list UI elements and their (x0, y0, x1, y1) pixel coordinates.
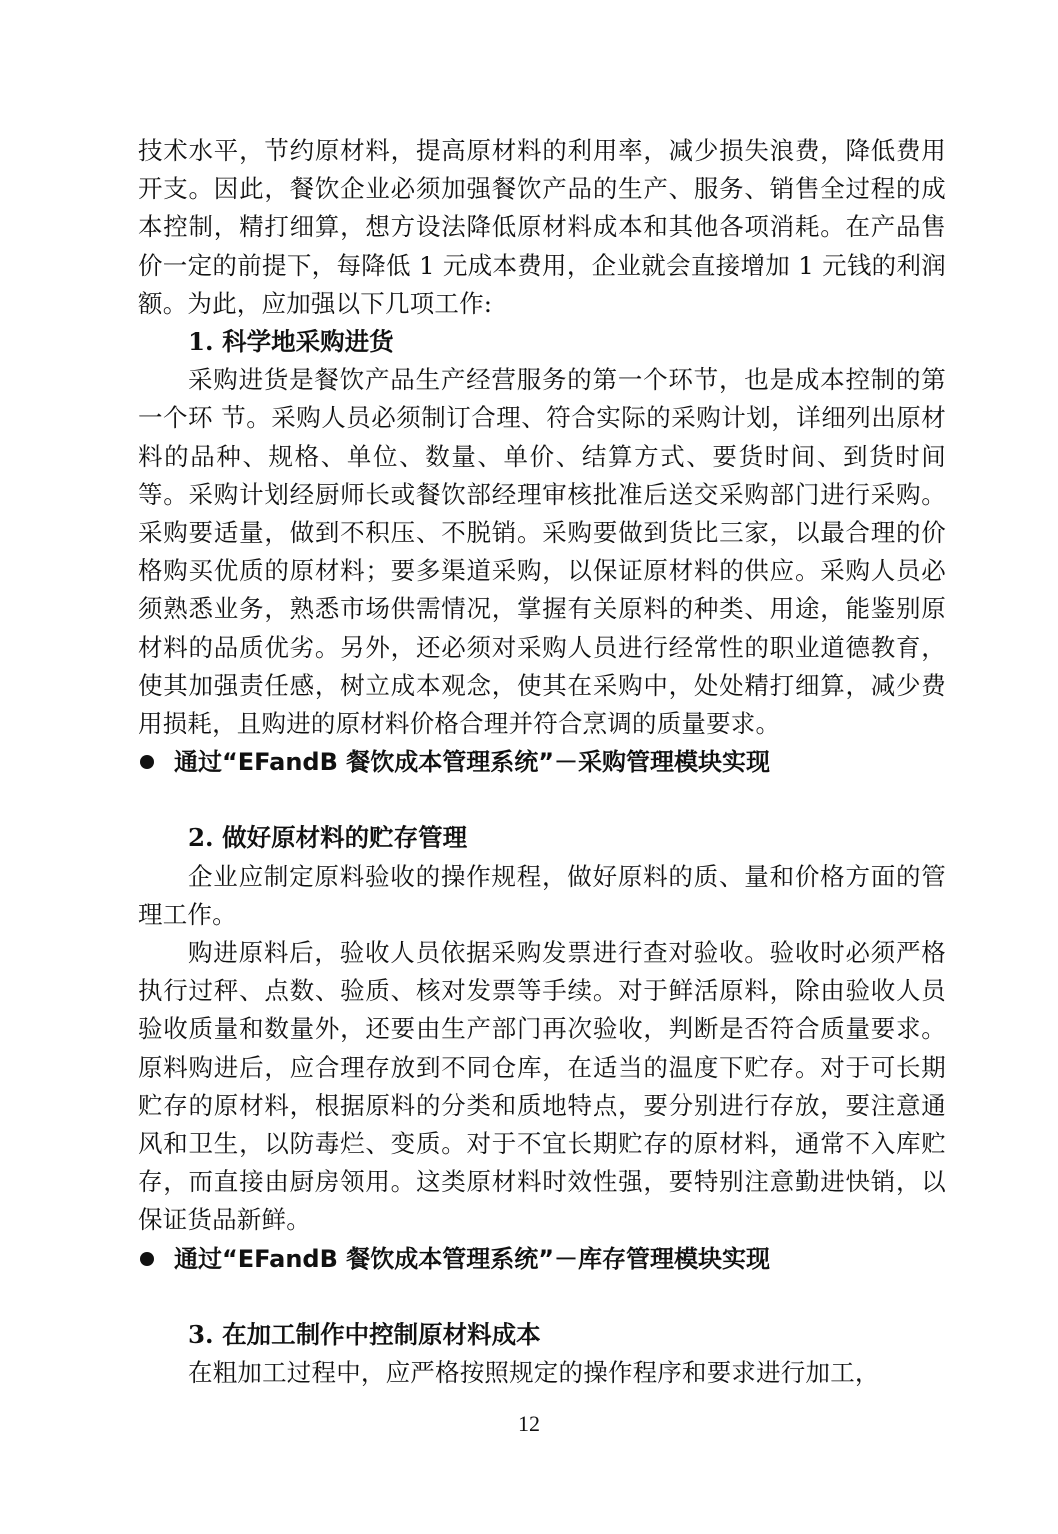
bullet-inventory-module (138, 1240, 946, 1278)
section-heading-processing: 3. 在加工制作中控制原材料成本 (188, 1319, 541, 1349)
paragraph-storage-rules: 企业应制定原料验收的操作规程，做好原料的质、量和价格方面的管理工作。 (138, 861, 946, 929)
bullet-purchasing-module (138, 743, 946, 781)
bullet-text: 通过“EFandB 餐饮成本管理系统”－采购管理模块实现 (174, 748, 771, 777)
spacer (138, 1278, 946, 1316)
bullet-dot-icon (140, 1252, 154, 1266)
section-heading-purchasing: 1. 科学地采购进货 (188, 327, 394, 357)
paragraph-storage-inspection: 购进原料后，验收人员依据采购发票进行查对验收。验收时必须严格执行过秤、点数、验质、核对发票等手续。对于鲜活原料，除由验收人员验收质量和数量外，还要由生产部门再次验收，判断是否符合质量要求。原料购进后，应合理存放到不同仓库，在适当的温度下贮存。对于可长期贮存的原材料，根据原料的分类和质地特点，要分别进行存放，要注意通风和卫生，以防毒烂、变质。对于不宜长期贮存的原材料，通常不入库贮存，而直接由厨房领用。这类原材料时效性强，要特别注意勤进快销，以保证货品新鲜。 (138, 938, 946, 1235)
spacer (138, 781, 946, 819)
section-heading-storage: 2. 做好原材料的贮存管理 (188, 823, 468, 853)
paragraph-cost-control-intro: 技术水平，节约原材料，提高原材料的利用率，减少损失浪费，降低费用开支。因此，餐饮企业必须加强餐饮产品的生产、服务、销售全过程的成本控制，精打细算，想方设法降低原材料成本和其他各项消耗。在产品售价一定的前提下，每降低 1 元成本费用，企业就会直接增加 1 元钱的利润额。为此，应加强以下几项工作: (138, 136, 946, 318)
paragraph-processing: 在粗加工过程中，应严格按照规定的操作程序和要求进行加工， (188, 1358, 880, 1388)
paragraph-purchasing: 采购进货是餐饮产品生产经营服务的第一个环节，也是成本控制的第一个环 节。采购人员必须制订合理、符合实际的采购计划，详细列出原材料的品种、规格、单位、数量、单价、结算方式、要货时间、到货时间等。采购计划经厨师长或餐饮部经理审核批准后送交采购部门进行采购。采购要适量，做到不积压、不脱销。采购要做到货比三家，以最合理的价格购买优质的原材料；要多渠道采购，以保证原材料的供应。采购人员必须熟悉业务，熟悉市场供需情况，掌握有关原料的种类、用途，能鉴别原材料的品质优劣。另外，还必须对采购人员进行经常性的职业道德教育，使其加强责任感，树立成本观念，使其在采购中，处处精打细算，减少费用损耗，且购进的原材料价格合理并符合烹调的质量要求。 (138, 365, 946, 739)
page-body (138, 132, 946, 1392)
bullet-dot-icon (140, 755, 154, 769)
bullet-text: 通过“EFandB 餐饮成本管理系统”－库存管理模块实现 (174, 1244, 771, 1273)
page-number: 12 (518, 1411, 540, 1436)
